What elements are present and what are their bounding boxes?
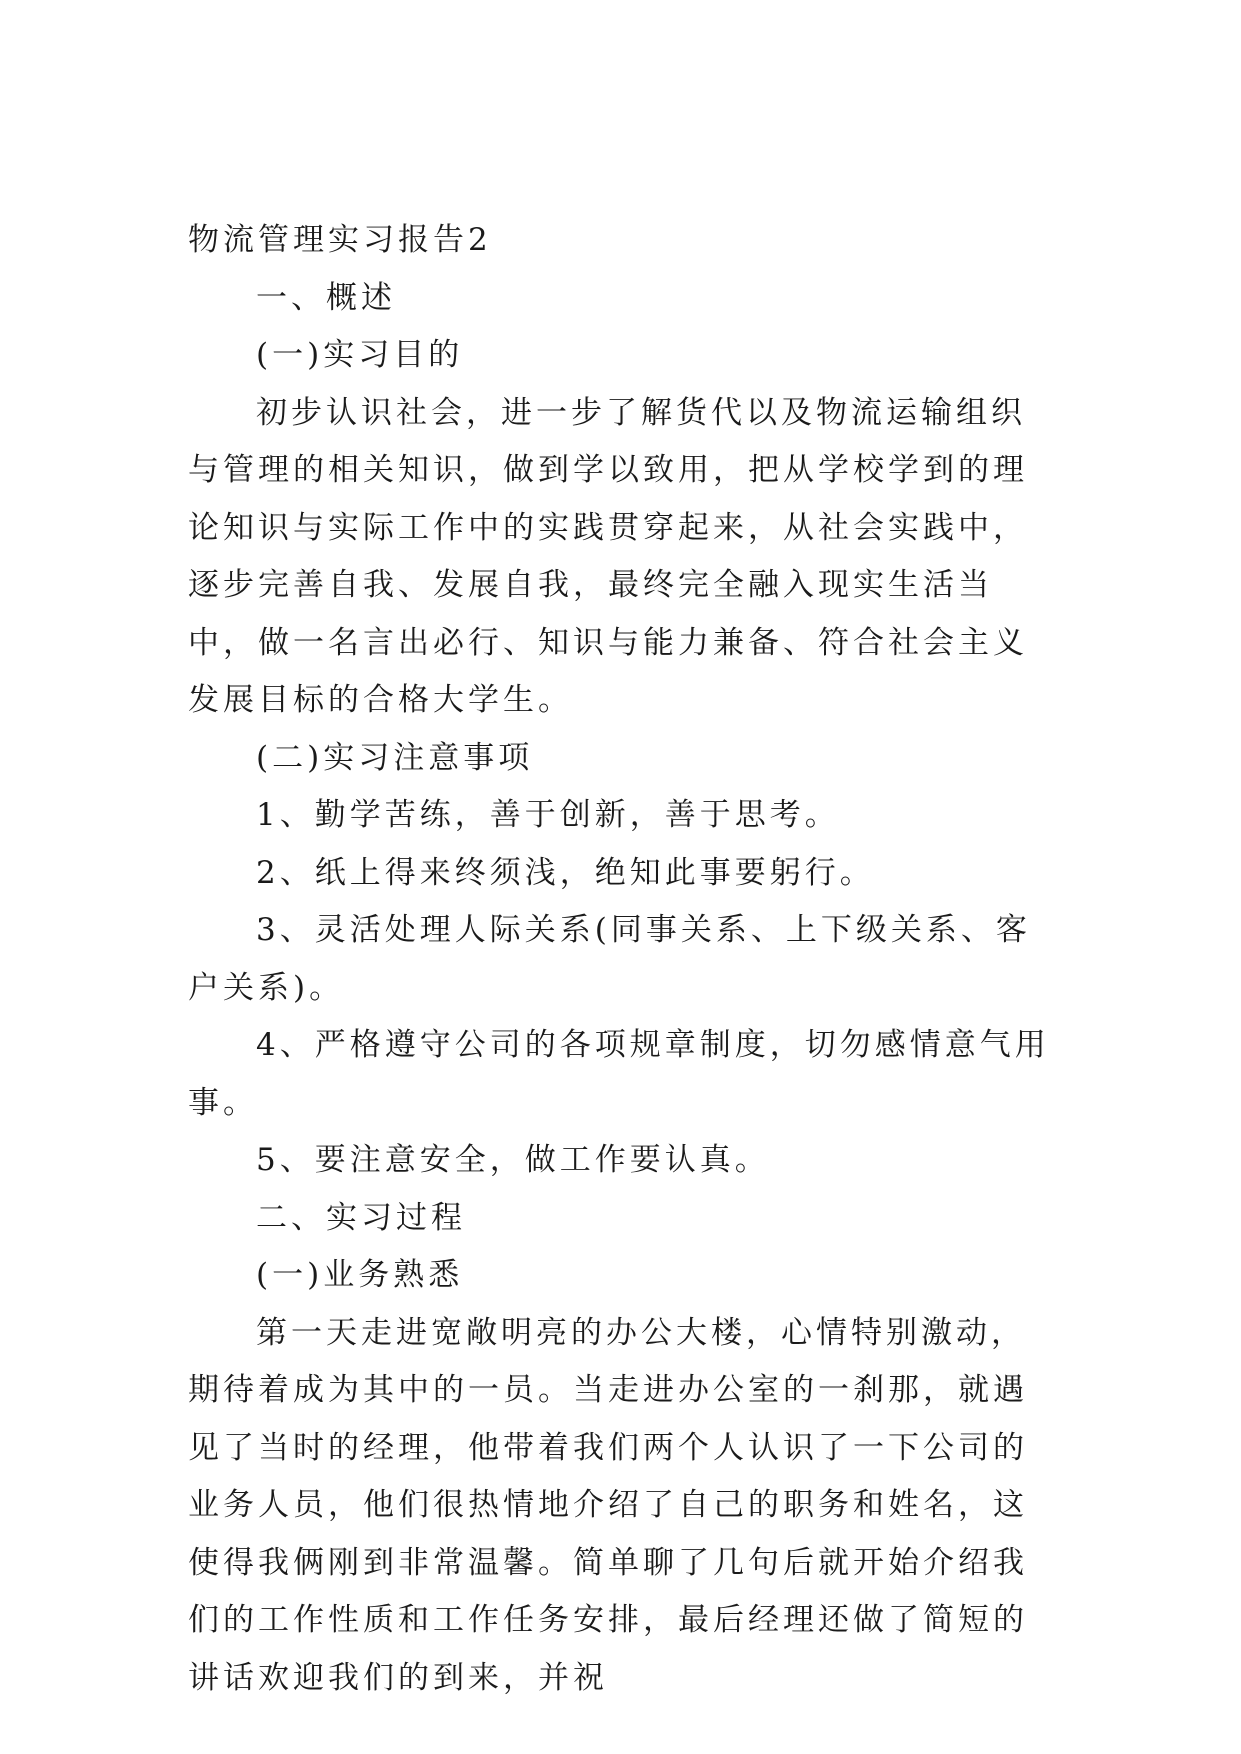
subheading-internship-purpose: (一)实习目的 [256,337,464,373]
list-item-note-5: 5、要注意安全，做工作要认真。 [256,1142,770,1178]
paragraph-first-day: 第一天走进宽敞明亮的办公大楼，心情特别激动，期待着成为其中的一员。当走进办公室的一刹那，就遇见了当时的经理，他带着我们两个人认识了一下公司的业务人员，他们很热情地介绍了自己的职务和姓名，这使得我俩刚到非常温馨。简单聊了几句后就开始介绍我们的工作性质和工作任务安排，最后经理还做了简短的讲话欢迎我们的到来，并祝 [188,1314,1028,1696]
list-item-note-1: 1、勤学苦练，善于创新，善于思考。 [256,797,840,833]
document-body [188,212,1058,1707]
document-title: 物流管理实习报告2 [188,222,492,258]
list-item-note-2: 2、纸上得来终须浅，绝知此事要躬行。 [256,854,875,891]
list-item-note-3: 3、灵活处理人际关系(同事关系、上下级关系、客户关系)。 [188,912,1031,1006]
subheading-business-familiarization: (一)业务熟悉 [256,1257,464,1293]
section-heading-overview: 一、概述 [256,279,396,316]
section-heading-process: 二、实习过程 [256,1199,466,1236]
list-item-note-4: 4、严格遵守公司的各项规章制度，切勿感情意气用事。 [188,1027,1050,1121]
subheading-internship-notes: (二)实习注意事项 [256,739,534,776]
paragraph-purpose: 初步认识社会，进一步了解货代以及物流运输组织与管理的相关知识，做到学以致用，把从学校学到的理论知识与实际工作中的实践贯穿起来，从社会实践中，逐步完善自我、发展自我，最终完全融入现实生活当中，做一名言出必行、知识与能力兼备、符合社会主义发展目标的合格大学生。 [188,394,1028,718]
